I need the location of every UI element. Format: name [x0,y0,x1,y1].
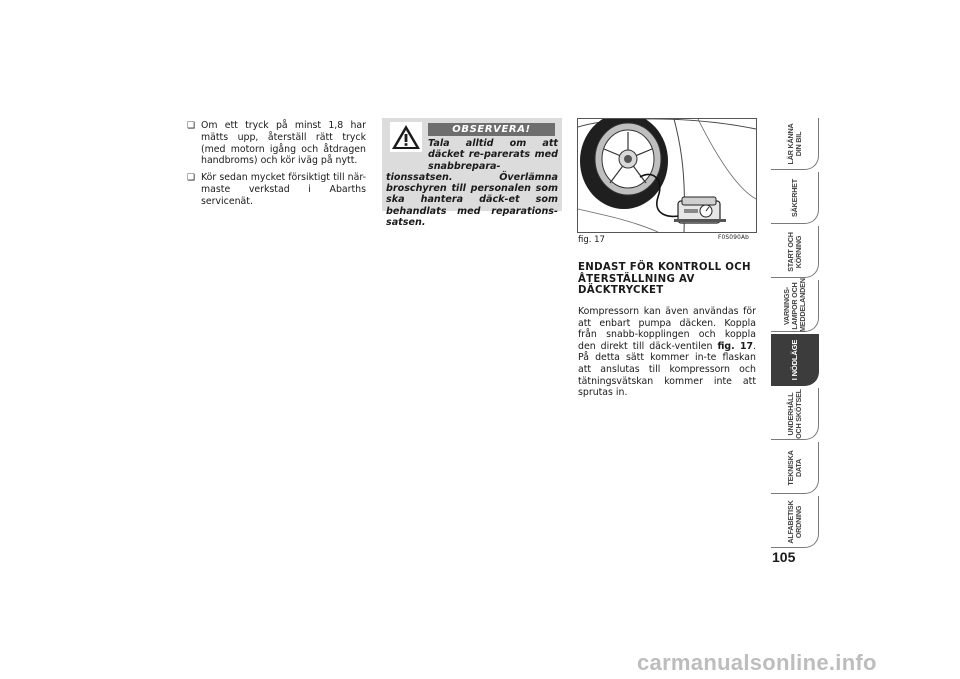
tab-varningslampor[interactable] [771,277,819,332]
watermark: carmanualsonline.info [637,650,877,675]
figure-caption: fig. 17 [578,235,605,245]
section-body-part1: Kompressorn kan även användas för att enbart pumpa däcken. Koppla från snabb-kopplingen och koppla den direkt till däck-ventilen [578,306,756,352]
tab-label: I NÖDLÄGE [789,339,799,380]
left-column [186,120,366,213]
warning-text-lead: Tala alltid om att däcket re-parerats med snabbrepara- [428,138,558,172]
tab-tekniska-data[interactable] [771,442,819,494]
tab-alfabetisk-ordning[interactable] [771,496,819,548]
bullet-text: Kör sedan mycket försiktigt till när-maste verkstad i Abarths servicenät. [201,172,366,207]
tab-label: SÄKERHET [789,178,799,217]
warning-text [386,138,558,228]
tab-label: START OCH KÖRNING [785,231,803,272]
tab-label: ALFABETISK ORDNING [785,499,803,544]
page-number: 105 [772,549,796,565]
section-body-part2: . På detta sätt kommer in-te flaskan att anslutas till kompressorn och tätningsvätskan kommer inte att sprutas in. [578,340,756,399]
figure-tyre-compressor [577,118,757,233]
compressor-device [674,197,726,223]
figure-reference: fig. 17 [717,340,754,352]
tab-start-och-korning[interactable] [771,226,819,278]
tyre-compressor-illustration [578,119,756,232]
tab-i-nodlage[interactable] [771,334,819,386]
figure-code: F0S090Ab [718,235,750,241]
tab-label: VARNINGS- LAMPOR OCH MEDDELANDEN [781,277,807,332]
tab-lar-kanna-din-bil[interactable] [771,118,819,170]
bullet-item [186,120,366,167]
bullet-text: Om ett tryck på minst 1,8 har mätts upp, återställ rätt tryck (med motorn igång och åtdragen handbroms) och kör iväg på nytt. [201,120,366,167]
tab-sakerhet[interactable] [771,172,819,224]
bullet-item [186,172,366,207]
checkbox-bullet-icon: ❑ [187,121,196,131]
warning-text-rest: tionssatsen. Överlämna broschyren till personalen som ska hantera däck-et som behandlats med reparations-satsen. [386,171,558,229]
tab-label: UNDERHÅLL OCH SKÖTSEL [785,388,803,439]
warning-title: OBSERVERA! [428,123,555,136]
checkbox-bullet-icon: ❑ [187,173,196,184]
warning-box [382,118,562,229]
chapter-tabs [771,118,819,550]
tab-label: TEKNISKA DATA [785,449,803,486]
tab-underhall-och-skotsel[interactable] [771,388,819,440]
tab-label: LÄR KÄNNA DIN BIL [785,123,803,164]
section-heading: ENDAST FÖR KONTROLL OCH ÅTERSTÄLLNING AV DÄCKTRYCKET [578,262,751,296]
section-body [578,306,756,399]
